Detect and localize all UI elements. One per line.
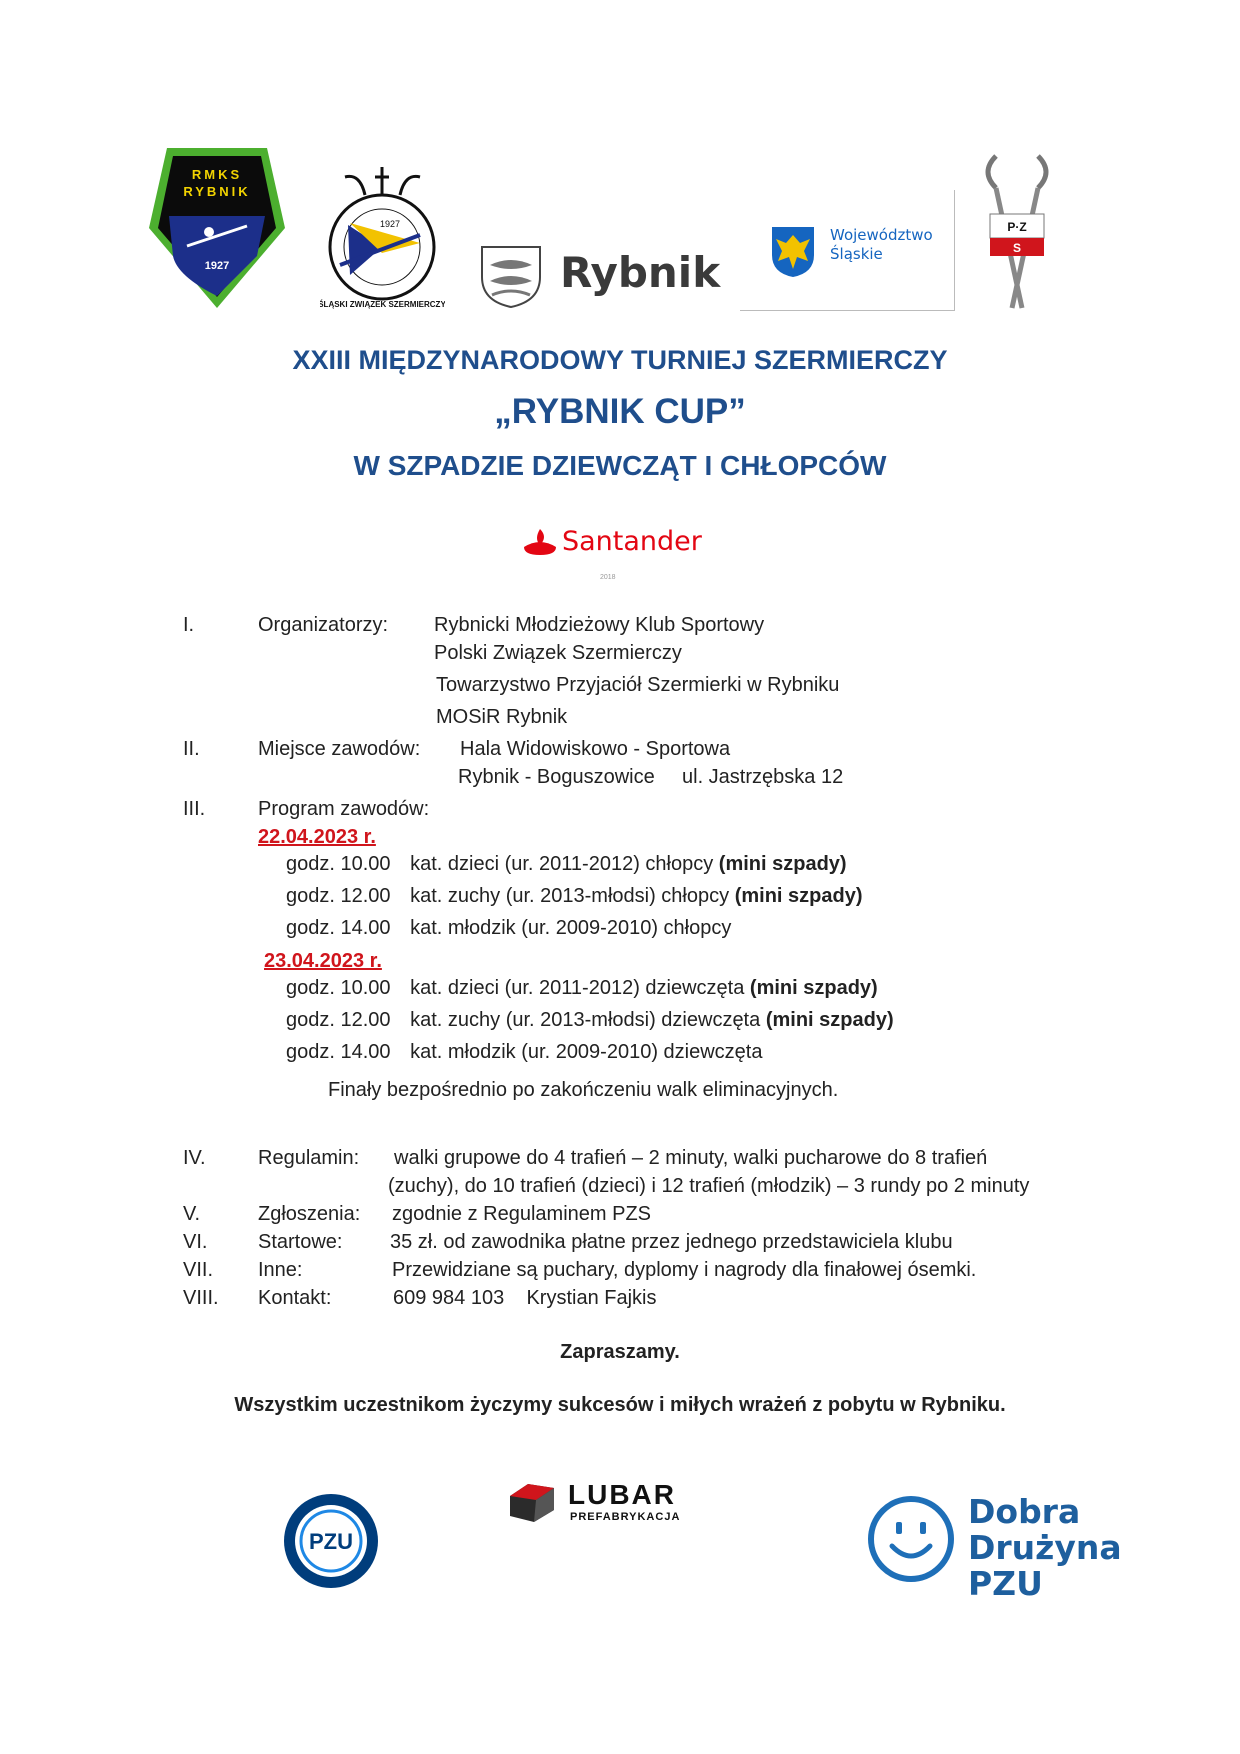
slaski-zwiazek-logo xyxy=(320,165,445,315)
lubar-logo xyxy=(508,1480,728,1531)
section-3-label: Program zawodów: xyxy=(258,798,430,820)
schedule-row xyxy=(286,851,847,877)
santander-wordmark: Santander xyxy=(562,526,702,557)
section-2-label: Miejsce zawodów: xyxy=(258,738,421,760)
schedule-time: godz. 10.00 xyxy=(286,977,391,999)
organizer-3: Towarzystwo Przyjaciół Szermierki w Rybniku xyxy=(436,674,840,696)
section-6-num: VI. xyxy=(183,1231,208,1253)
invite-text: Zapraszamy. xyxy=(560,1341,680,1363)
pzu-text: PZU xyxy=(309,1529,353,1554)
schedule-desc: kat. zuchy (ur. 2013-młodsi) chłopcy xyxy=(410,885,730,907)
section-5-num: V. xyxy=(183,1203,201,1225)
dobra-line3: PZU xyxy=(968,1564,1043,1603)
rules-line2: (zuchy), do 10 trafień (dzieci) i 12 trafień (młodzik) – 3 rundy po 2 minuty xyxy=(388,1175,1030,1197)
smile-icon xyxy=(866,1494,956,1584)
section-4-num: IV. xyxy=(183,1147,206,1169)
schedule-desc: kat. dzieci (ur. 2011-2012) dziewczęta xyxy=(410,977,745,999)
title-line3: W SZPADZIE DZIEWCZĄT I CHŁOPCÓW xyxy=(353,450,887,481)
section-1-num: I. xyxy=(183,614,195,636)
dobra-line2: Drużyna xyxy=(968,1528,1122,1567)
title-line2: „RYBNIK CUP” xyxy=(494,392,746,431)
section-5-label: Zgłoszenia: xyxy=(258,1203,361,1225)
section-2-num: II. xyxy=(183,738,200,760)
organizer-1: Rybnicki Młodzieżowy Klub Sportowy xyxy=(434,614,765,636)
section-4-label: Regulamin: xyxy=(258,1147,360,1169)
schedule-row xyxy=(286,1039,763,1065)
santander-small-text: 2018 xyxy=(600,574,616,581)
fee-text: 35 zł. od zawodnika płatne przez jednego przedstawiciela klubu xyxy=(390,1231,953,1253)
schedule-time: godz. 12.00 xyxy=(286,1009,391,1031)
date-1: 22.04.2023 r. xyxy=(258,826,376,848)
section-6-label: Startowe: xyxy=(258,1231,343,1253)
schedule-desc: kat. dzieci (ur. 2011-2012) chłopcy xyxy=(410,853,714,875)
pzs-bottom-text: S xyxy=(1012,241,1022,255)
section-7-num: VII. xyxy=(183,1259,214,1281)
schedule-row xyxy=(286,883,862,909)
santander-flame-icon xyxy=(522,527,558,557)
date-2: 23.04.2023 r. xyxy=(264,950,382,972)
lubar-sub-text: PREFABRYKACJA xyxy=(570,1511,681,1523)
schedule-weapon: (mini szpady) xyxy=(749,977,878,999)
section-8-num: VIII. xyxy=(183,1287,219,1309)
organizer-2: Polski Związek Szermierczy xyxy=(434,642,682,664)
schedule-desc: kat. młodzik (ur. 2009-2010) dziewczęta xyxy=(410,1041,763,1063)
section-3-num: III. xyxy=(183,798,206,820)
schedule-time: godz. 14.00 xyxy=(286,917,391,939)
schedule-weapon: (mini szpady) xyxy=(718,853,847,875)
schedule-weapon: (mini szpady) xyxy=(765,1009,894,1031)
finals-note: Finały bezpośrednio po zakończeniu walk eliminacyjnych. xyxy=(328,1079,839,1101)
schedule-time: godz. 14.00 xyxy=(286,1041,391,1063)
rmks-rybnik-logo xyxy=(147,146,287,316)
contact-text: 609 984 103 Krystian Fajkis xyxy=(393,1287,657,1309)
rybnik-wordmark: Rybnik xyxy=(560,248,721,297)
pzs-top-text: P·Z xyxy=(1007,220,1027,234)
slaskie-eagle-icon xyxy=(770,225,816,279)
schedule-time: godz. 10.00 xyxy=(286,853,391,875)
rules-line1: walki grupowe do 4 trafień – 2 minuty, walki pucharowe do 8 trafień xyxy=(394,1147,988,1169)
lubar-main-text: LUBAR xyxy=(568,1480,676,1510)
registration-text: zgodnie z Regulaminem PZS xyxy=(392,1203,652,1225)
schedule-weapon: (mini szpady) xyxy=(734,885,863,907)
venue-line1: Hala Widowiskowo - Sportowa xyxy=(460,738,731,760)
pzu-logo xyxy=(282,1492,380,1595)
schedule-row xyxy=(286,915,731,941)
section-1-label: Organizatorzy: xyxy=(258,614,389,636)
schedule-row xyxy=(286,1007,894,1033)
other-text: Przewidziane są puchary, dyplomy i nagrody dla finałowej ósemki. xyxy=(392,1259,977,1281)
rmks-year-text: 1927 xyxy=(204,260,230,272)
title-line1: XXIII MIĘDZYNARODOWY TURNIEJ SZERMIERCZY xyxy=(292,345,948,375)
schedule-row xyxy=(286,975,878,1001)
schedule-desc: kat. zuchy (ur. 2013-młodsi) dziewczęta xyxy=(410,1009,761,1031)
wojewodztwo-line2: Śląskie xyxy=(830,245,883,263)
venue-line2b: ul. Jastrzębska 12 xyxy=(682,766,844,788)
rmks-bottom-text: RYBNIK xyxy=(183,184,251,199)
wojewodztwo-slaskie-logo xyxy=(740,190,955,311)
section-8-label: Kontakt: xyxy=(258,1287,332,1309)
santander-logo xyxy=(522,526,702,557)
schedule-time: godz. 12.00 xyxy=(286,885,391,907)
schedule-desc: kat. młodzik (ur. 2009-2010) chłopcy xyxy=(410,917,732,939)
venue-line2a: Rybnik - Boguszowice xyxy=(458,766,655,788)
wishes-text: Wszystkim uczestnikom życzymy sukcesów i miłych wrażeń z pobytu w Rybniku. xyxy=(234,1394,1006,1416)
slaski-year-text: 1927 xyxy=(379,219,401,229)
rybnik-coat-of-arms xyxy=(478,243,544,314)
dobra-line1: Dobra xyxy=(968,1492,1081,1531)
section-7-label: Inne: xyxy=(258,1259,303,1281)
pzs-logo xyxy=(972,152,1062,317)
organizer-4: MOSiR Rybnik xyxy=(436,706,568,728)
wojewodztwo-line1: Województwo xyxy=(830,226,933,244)
rmks-top-text: RMKS xyxy=(191,167,243,182)
slaski-ring-text: ŚLĄSKI ZWIĄZEK SZERMIERCZY xyxy=(320,300,445,309)
